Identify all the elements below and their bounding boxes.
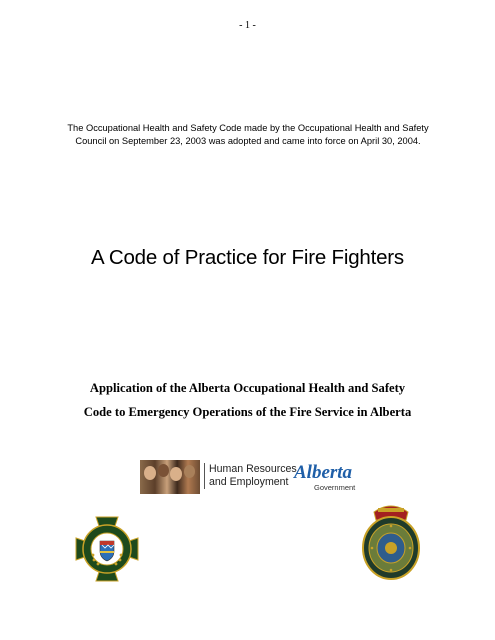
intro-paragraph: The Occupational Health and Safety Code made by the Occupational Health and Safety Council on September 23, 2003 was adopted and came into force on April 30, 2004. <box>67 123 429 146</box>
people-photo-collage-icon <box>140 460 200 494</box>
hr-employment-logo-text <box>204 463 297 489</box>
alberta-wordmark: Alberta <box>294 462 353 483</box>
government-logo-strip <box>140 460 362 494</box>
alberta-government-logo-icon <box>292 460 362 494</box>
hr-line-1: Human Resources <box>209 463 297 475</box>
fire-fighters-association-seal-icon <box>360 500 422 582</box>
fire-chiefs-association-badge-icon <box>74 515 140 583</box>
document-title: A Code of Practice for Fire Fighters <box>91 246 404 269</box>
document-subtitle <box>40 376 455 424</box>
hr-line-2: and Employment <box>209 476 289 488</box>
alberta-sub-label: Government <box>314 483 356 492</box>
subtitle-line-2: Code to Emergency Operations of the Fire Service in Alberta <box>83 405 412 419</box>
page-number: - 1 - <box>239 20 256 31</box>
subtitle-line-1: Application of the Alberta Occupational Health and Safety <box>89 381 406 395</box>
